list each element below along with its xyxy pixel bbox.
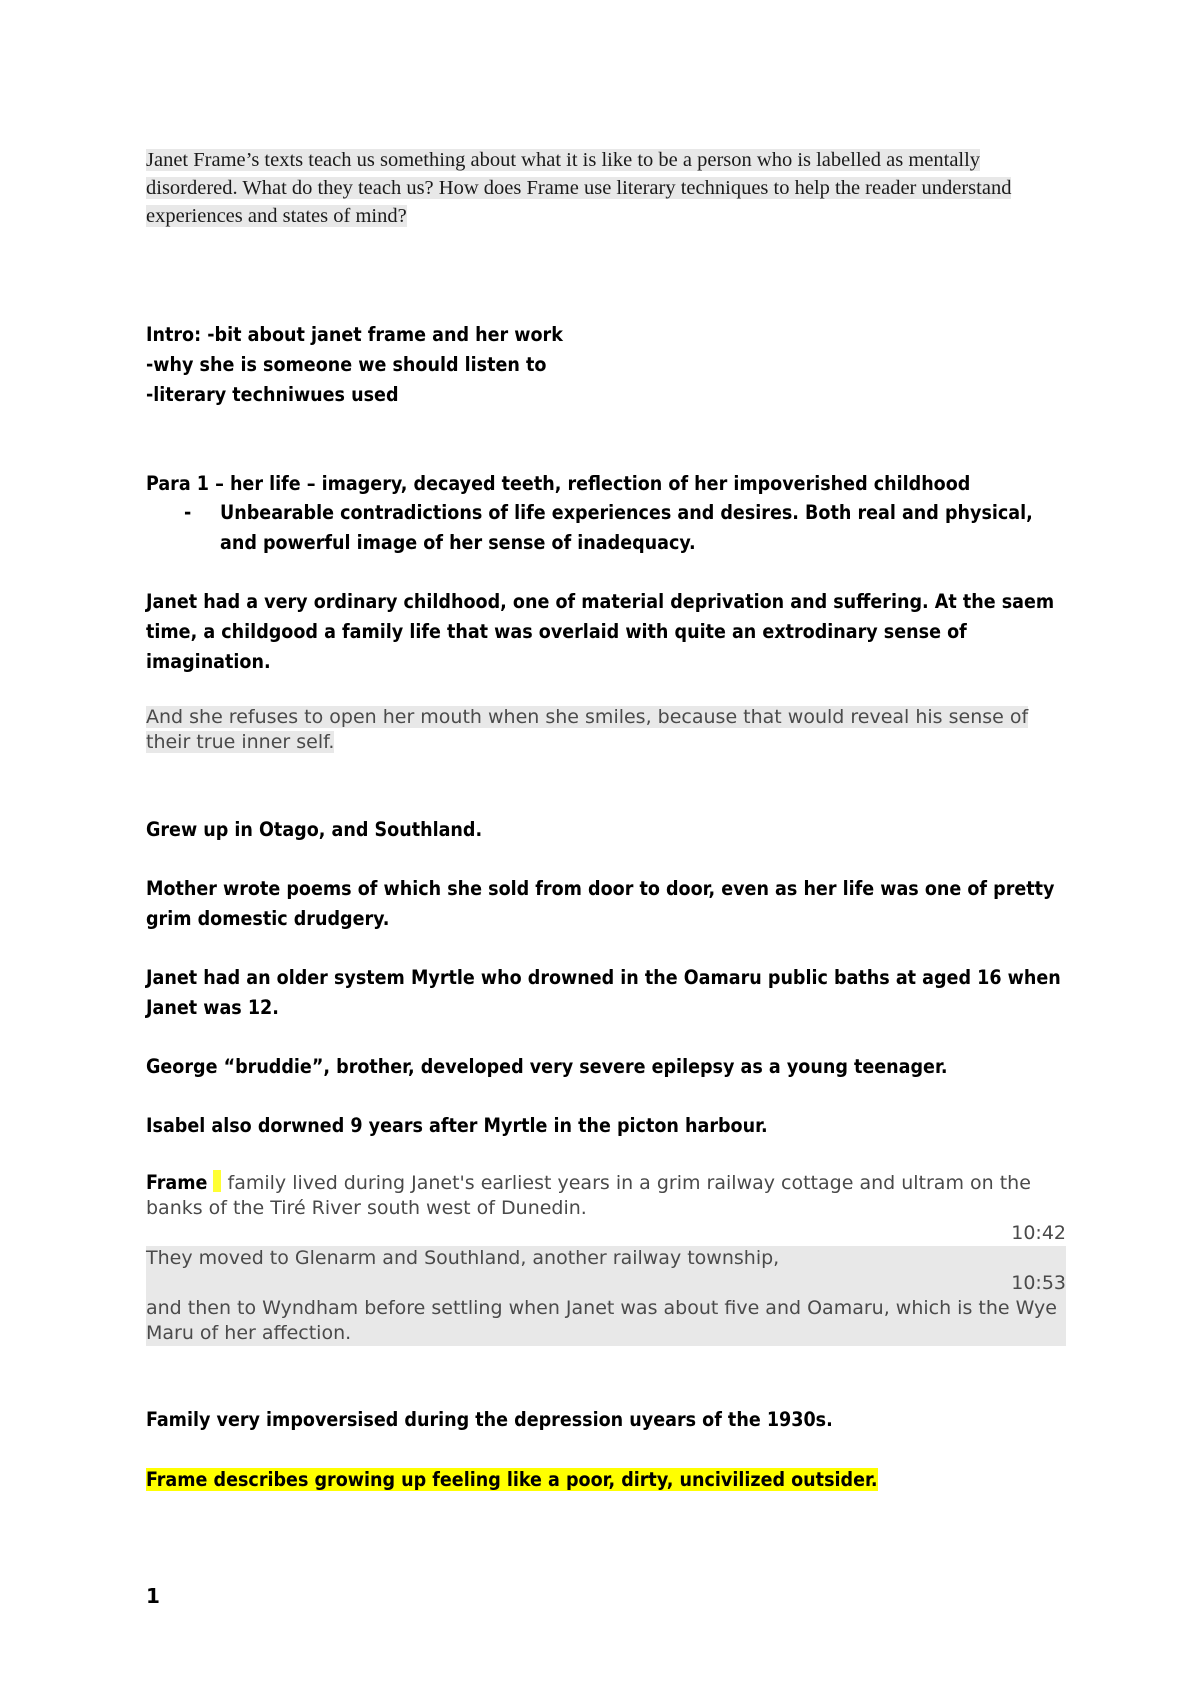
otago-line: Grew up in Otago, and Southland. — [146, 818, 483, 841]
transcript-line-1-text: family lived during Janet's earliest years in a grim railway cottage and ultram on the banks of the Tiré River south west of Dunedin. — [146, 1172, 1031, 1219]
transcript-line-1 — [146, 1170, 1066, 1221]
text-cursor — [213, 1170, 221, 1192]
depression-line: Family very impoversised during the depression uyears of the 1930s. — [146, 1408, 833, 1431]
highlighted-line — [146, 1465, 1066, 1495]
intro-line-3: -literary techniwues used — [146, 383, 399, 406]
george-line: George “bruddie”, brother, developed very severe epilepsy as a young teenager. — [146, 1055, 948, 1078]
quote-mouth-text: And she refuses to open her mouth when she smiles, because that would reveal his sense of their true inner self. — [146, 706, 1029, 753]
childhood-paragraph: Janet had a very ordinary childhood, one of material deprivation and suffering. At the saem time, a childgood a family life that was overlaid with quite an extrodinary sense of imagination. — [146, 590, 1055, 673]
transcript-lead: Frame — [146, 1171, 208, 1194]
isabel-line: Isabel also dorwned 9 years after Myrtle in the picton harbour. — [146, 1114, 768, 1137]
transcript-line-2: They moved to Glenarm and Southland, another railway township, — [146, 1246, 1066, 1271]
highlighted-text: Frame describes growing up feeling like a poor, dirty, uncivilized outsider. — [146, 1468, 878, 1491]
essay-question-text: Janet Frame’s texts teach us something about what it is like to be a person who is labelled as mentally disordered. What do they teach us? How does Frame use literary techniques to help the reader understand experiences and states of mind? — [146, 149, 1012, 227]
essay-question — [146, 146, 1066, 230]
page-number: 1 — [146, 1584, 160, 1608]
bullet-marker: - — [184, 501, 192, 524]
para1-heading: Para 1 – her life – imagery, decayed teeth, reflection of her impoverished childhood — [146, 472, 971, 495]
intro-line-2: -why she is someone we should listen to — [146, 353, 547, 376]
intro-notes — [146, 320, 1066, 410]
intro-line-1: Intro: -bit about janet frame and her work — [146, 323, 563, 346]
quote-mouth — [146, 705, 1066, 755]
transcript-line-3-block — [146, 1271, 1066, 1346]
mother-paragraph: Mother wrote poems of which she sold from door to door, even as her life was one of pretty grim domestic drudgery. — [146, 877, 1055, 930]
transcript-line-3: and then to Wyndham before settling when Janet was about five and Oamaru, which is the Wye Maru of her affection. — [146, 1297, 1057, 1344]
para1-bullet-text: Unbearable contradictions of life experiences and desires. Both real and physical, and powerful image of her sense of inadequacy. — [220, 501, 1033, 554]
timestamp-2: 10:53 — [1011, 1272, 1066, 1294]
transcript-block — [146, 1170, 1066, 1346]
timestamp-1: 10:42 — [1011, 1222, 1066, 1244]
myrtle-paragraph: Janet had an older system Myrtle who drowned in the Oamaru public baths at aged 16 when Janet was 12. — [146, 966, 1061, 1019]
